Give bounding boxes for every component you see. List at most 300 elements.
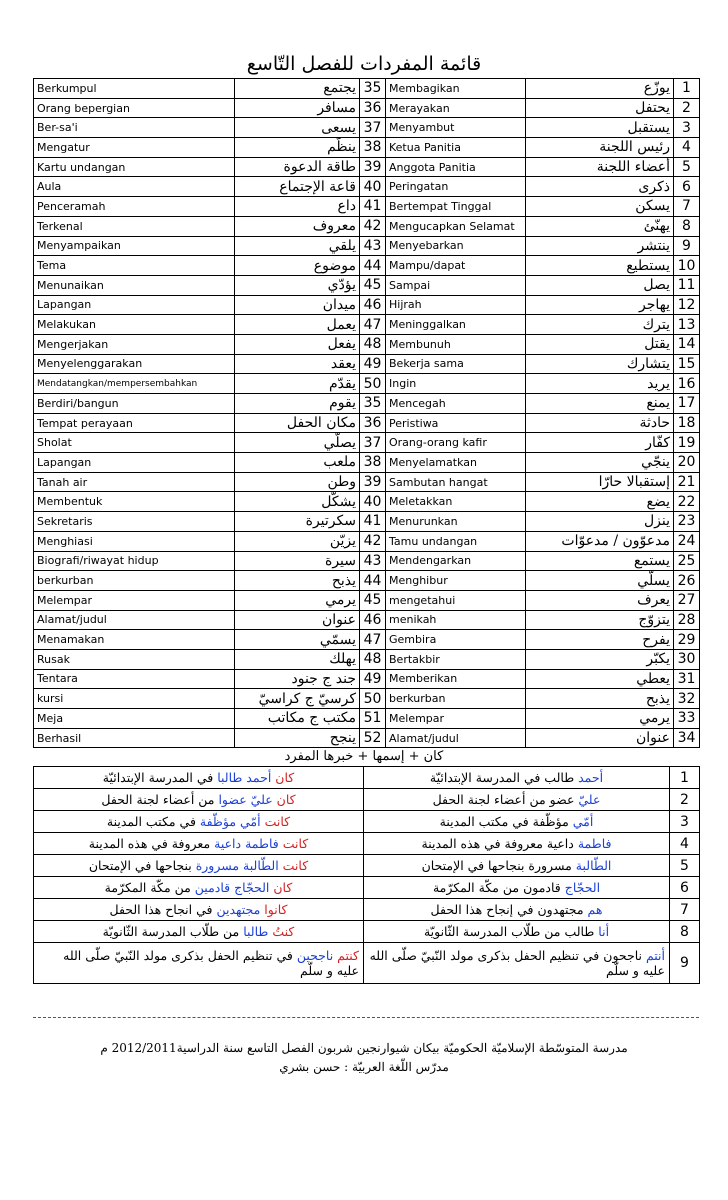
vocab-number-right: 44: [360, 571, 386, 591]
vocab-row: [34, 551, 700, 571]
vocab-meaning-left: Bekerja sama: [386, 354, 526, 374]
vocab-arabic-right: يعقد: [235, 354, 360, 374]
kana-subject-predicate: عليّ عضوا: [218, 792, 277, 807]
vocab-number-right: 46: [360, 610, 386, 630]
vocab-arabic-right: سكرتيرة: [235, 512, 360, 532]
sentence-number: 8: [670, 921, 700, 943]
vocab-meaning-right: Berdiri/bangun: [34, 394, 235, 414]
vocab-arabic-right: يصلّي: [235, 433, 360, 453]
vocab-meaning-right: Berkumpul: [34, 79, 235, 99]
vocab-number-left: 28: [674, 610, 700, 630]
kana-sentence-rest: من مكّة المكرّمة: [104, 880, 195, 895]
vocab-meaning-right: berkurban: [34, 571, 235, 591]
vocab-arabic-right: يفعل: [235, 334, 360, 354]
vocab-meaning-right: Menyampaikan: [34, 236, 235, 256]
vocab-meaning-left: Bertakbir: [386, 649, 526, 669]
vocab-number-left: 22: [674, 492, 700, 512]
vocab-number-right: 47: [360, 630, 386, 650]
vocab-meaning-right: Meja: [34, 709, 235, 729]
sentence-number: 6: [670, 877, 700, 899]
vocab-meaning-right: Terkenal: [34, 216, 235, 236]
vocab-number-right: 40: [360, 492, 386, 512]
vocab-number-right: 50: [360, 374, 386, 394]
sentence-row: [34, 811, 700, 833]
kana-word: كان: [276, 792, 296, 807]
vocab-arabic-left: يهنّئ: [526, 216, 674, 236]
vocab-arabic-left: يذبح: [526, 689, 674, 709]
vocab-number-left: 12: [674, 295, 700, 315]
vocab-meaning-left: Mencegah: [386, 394, 526, 414]
vocab-number-left: 14: [674, 334, 700, 354]
vocab-meaning-left: Menyelamatkan: [386, 453, 526, 473]
kana-sentence: [34, 921, 364, 943]
vocab-row: [34, 157, 700, 177]
vocab-number-right: 42: [360, 216, 386, 236]
vocab-meaning-right: Alamat/judul: [34, 610, 235, 630]
vocab-number-right: 45: [360, 275, 386, 295]
vocab-row: [34, 79, 700, 99]
vocab-arabic-right: يلقي: [235, 236, 360, 256]
vocab-arabic-left: يعرف: [526, 590, 674, 610]
vocab-number-left: 4: [674, 138, 700, 158]
vocab-arabic-right: ينظّم: [235, 138, 360, 158]
vocab-arabic-right: يسمّي: [235, 630, 360, 650]
vocab-row: [34, 571, 700, 591]
vocab-arabic-left: عنوان: [526, 728, 674, 748]
vocab-meaning-left: Peringatan: [386, 177, 526, 197]
vocab-number-right: 52: [360, 728, 386, 748]
vocab-meaning-right: Rusak: [34, 649, 235, 669]
vocab-row: [34, 590, 700, 610]
vocab-number-right: 50: [360, 689, 386, 709]
vocab-arabic-left: يستقبل: [526, 118, 674, 138]
vocab-row: [34, 256, 700, 276]
sentence-predicate: مسرورة بنجاحها في الإمتحان: [421, 858, 576, 873]
vocab-meaning-left: Hijrah: [386, 295, 526, 315]
vocab-number-right: 40: [360, 177, 386, 197]
vocab-arabic-left: أعضاء اللجنة: [526, 157, 674, 177]
vocab-arabic-left: حادثة: [526, 413, 674, 433]
vocab-meaning-right: Menamakan: [34, 630, 235, 650]
nominal-sentence: [364, 811, 670, 833]
vocab-arabic-right: يقدّم: [235, 374, 360, 394]
school-name: مدرسة المتوسّطة الإسلاميّة الحكوميّة بيكان شيوارنجين شربون الفصل التاسع سنة الدراسية2012/2011 م: [100, 1041, 628, 1055]
nominal-sentence: [364, 921, 670, 943]
vocab-meaning-left: Menyambut: [386, 118, 526, 138]
vocab-arabic-left: يعطي: [526, 669, 674, 689]
vocab-number-right: 36: [360, 413, 386, 433]
vocab-number-left: 3: [674, 118, 700, 138]
vocab-arabic-right: يعمل: [235, 315, 360, 335]
kana-sentence-rest: من أعضاء لجنة الحفل: [101, 792, 219, 807]
sentence-number: 2: [670, 789, 700, 811]
vocab-meaning-right: Orang bepergian: [34, 98, 235, 118]
vocab-meaning-left: Gembira: [386, 630, 526, 650]
vocab-meaning-left: Menghibur: [386, 571, 526, 591]
vocab-arabic-left: يسكن: [526, 197, 674, 217]
vocab-number-right: 48: [360, 334, 386, 354]
vocab-arabic-right: يزيّن: [235, 531, 360, 551]
sentence-subject: الحجّاج: [564, 880, 601, 895]
sentences-table: [33, 766, 700, 984]
sentence-subject: هم: [587, 902, 603, 917]
vocab-arabic-right: يرمي: [235, 590, 360, 610]
vocab-number-right: 42: [360, 531, 386, 551]
kana-subject-predicate: طالبا: [243, 924, 273, 939]
vocab-number-left: 27: [674, 590, 700, 610]
sentence-predicate: مجتهدون في إنجاح هذا الحفل: [430, 902, 588, 917]
vocab-number-left: 11: [674, 275, 700, 295]
sentence-number: 7: [670, 899, 700, 921]
nominal-sentence: [364, 833, 670, 855]
vocab-arabic-left: يريد: [526, 374, 674, 394]
teacher-name: مدرّس اللّغة العربيّة : حسن بشري: [279, 1060, 449, 1074]
vocab-arabic-left: يسلّي: [526, 571, 674, 591]
sentence-predicate: طالب في المدرسة الإبتدائيّة: [429, 770, 579, 785]
vocab-arabic-right: وطن: [235, 472, 360, 492]
vocab-meaning-right: Tema: [34, 256, 235, 276]
vocab-number-right: 35: [360, 79, 386, 99]
vocab-arabic-right: مسافر: [235, 98, 360, 118]
sentence-predicate: طالب من طلّاب المدرسة الثّانويّة: [423, 924, 599, 939]
vocab-meaning-left: Ketua Panitia: [386, 138, 526, 158]
vocab-row: [34, 216, 700, 236]
kana-sentence-rest: من طلّاب المدرسة الثّانويّة: [102, 924, 244, 939]
vocab-arabic-right: يسعى: [235, 118, 360, 138]
kana-sentence: [34, 899, 364, 921]
sentences-table-body: [34, 767, 700, 984]
vocab-meaning-right: Aula: [34, 177, 235, 197]
vocab-row: [34, 374, 700, 394]
vocab-number-right: 37: [360, 118, 386, 138]
vocab-arabic-right: مكان الحفل: [235, 413, 360, 433]
vocab-meaning-right: Sekretaris: [34, 512, 235, 532]
vocab-row: [34, 334, 700, 354]
vocab-number-left: 24: [674, 531, 700, 551]
kana-subject-predicate: الطّالبة مسرورة: [195, 858, 283, 873]
vocab-arabic-right: طاقة الدعوة: [235, 157, 360, 177]
vocab-meaning-right: kursi: [34, 689, 235, 709]
vocab-number-right: 44: [360, 256, 386, 276]
grammar-subtitle: كان + إسمها + خبرها المفرد: [284, 749, 444, 764]
vocab-row: [34, 709, 700, 729]
vocab-meaning-right: Biografi/riwayat hidup: [34, 551, 235, 571]
vocab-arabic-left: ذكرى: [526, 177, 674, 197]
vocab-arabic-left: يكبّر: [526, 649, 674, 669]
vocab-meaning-right: Menyelenggarakan: [34, 354, 235, 374]
vocab-meaning-left: Bertempat Tinggal: [386, 197, 526, 217]
kana-subject-predicate: أحمد طالبا: [217, 770, 276, 785]
vocab-arabic-right: عنوان: [235, 610, 360, 630]
sentence-number: 5: [670, 855, 700, 877]
sentence-number: 9: [670, 943, 700, 984]
vocab-meaning-left: Membunuh: [386, 334, 526, 354]
vocab-number-left: 21: [674, 472, 700, 492]
nominal-sentence: [364, 899, 670, 921]
sentence-row: [34, 789, 700, 811]
vocab-arabic-right: يشكّل: [235, 492, 360, 512]
vocab-meaning-left: Mendengarkan: [386, 551, 526, 571]
vocab-arabic-left: يصل: [526, 275, 674, 295]
vocab-meaning-right: Membentuk: [34, 492, 235, 512]
vocab-number-left: 1: [674, 79, 700, 99]
vocab-number-left: 31: [674, 669, 700, 689]
vocab-meaning-left: Peristiwa: [386, 413, 526, 433]
sentence-subject: أمّي: [572, 814, 594, 829]
vocab-number-right: 47: [360, 315, 386, 335]
sentence-subject: فاطمة: [577, 836, 612, 851]
vocab-meaning-left: Menurunkan: [386, 512, 526, 532]
vocab-meaning-left: Anggota Panitia: [386, 157, 526, 177]
nominal-sentence: [364, 767, 670, 789]
kana-word: كانت: [264, 814, 291, 829]
vocab-arabic-left: يضع: [526, 492, 674, 512]
vocab-arabic-left: يمنع: [526, 394, 674, 414]
vocab-number-right: 43: [360, 551, 386, 571]
kana-sentence-rest: بنجاحها في الإمتحان: [88, 858, 196, 873]
vocab-arabic-right: ينجح: [235, 728, 360, 748]
vocab-row: [34, 472, 700, 492]
vocab-meaning-right: Ber-sa'i: [34, 118, 235, 138]
vocab-meaning-right: Mengerjakan: [34, 334, 235, 354]
vocab-arabic-left: مدعوّون / مدعوّات: [526, 531, 674, 551]
nominal-sentence: [364, 789, 670, 811]
vocab-number-left: 15: [674, 354, 700, 374]
vocab-row: [34, 138, 700, 158]
vocab-arabic-right: يؤدّي: [235, 275, 360, 295]
vocab-number-left: 30: [674, 649, 700, 669]
vocab-arabic-right: معروف: [235, 216, 360, 236]
footer-divider: [33, 1017, 699, 1018]
vocab-meaning-right: Tentara: [34, 669, 235, 689]
vocab-arabic-right: سيرة: [235, 551, 360, 571]
vocab-meaning-left: Tamu undangan: [386, 531, 526, 551]
vocab-meaning-left: Memberikan: [386, 669, 526, 689]
kana-sentence-rest: في المدرسة الإبتدائيّة: [102, 770, 218, 785]
vocab-meaning-right: Berhasil: [34, 728, 235, 748]
vocab-arabic-left: يستمع: [526, 551, 674, 571]
kana-sentence: [34, 767, 364, 789]
vocab-number-right: 43: [360, 236, 386, 256]
vocab-number-right: 38: [360, 138, 386, 158]
vocab-number-right: 39: [360, 157, 386, 177]
vocab-arabic-left: يوزّع: [526, 79, 674, 99]
vocab-meaning-left: menikah: [386, 610, 526, 630]
vocab-meaning-right: Menghiasi: [34, 531, 235, 551]
vocab-number-right: 41: [360, 512, 386, 532]
sentence-subject: الطّالبة: [575, 858, 612, 873]
vocab-meaning-right: Lapangan: [34, 453, 235, 473]
vocab-row: [34, 354, 700, 374]
vocab-meaning-left: Mampu/dapat: [386, 256, 526, 276]
vocab-number-right: 49: [360, 354, 386, 374]
vocab-row: [34, 394, 700, 414]
vocab-row: [34, 531, 700, 551]
kana-sentence-rest: في انجاح هذا الحفل: [109, 902, 217, 917]
vocab-number-right: 41: [360, 197, 386, 217]
vocab-meaning-left: Mengucapkan Selamat: [386, 216, 526, 236]
vocab-row: [34, 98, 700, 118]
vocab-meaning-right: Melakukan: [34, 315, 235, 335]
sentence-number: 1: [670, 767, 700, 789]
vocab-arabic-left: ينجّي: [526, 453, 674, 473]
kana-word: كنتم: [337, 948, 359, 963]
vocab-arabic-right: كرسيّ ج كراسيّ: [235, 689, 360, 709]
vocab-number-left: 17: [674, 394, 700, 414]
vocab-row: [34, 413, 700, 433]
vocab-row: [34, 689, 700, 709]
vocab-row: [34, 295, 700, 315]
kana-sentence: [34, 943, 364, 984]
vocab-arabic-left: يقتل: [526, 334, 674, 354]
kana-sentence: [34, 855, 364, 877]
vocab-meaning-right: Mengatur: [34, 138, 235, 158]
vocab-number-left: 13: [674, 315, 700, 335]
vocab-row: [34, 275, 700, 295]
sentence-row: [34, 855, 700, 877]
kana-word: كانوا: [264, 902, 288, 917]
vocab-meaning-left: Sampai: [386, 275, 526, 295]
page-title: قائمة المفردات للفصل التّاسع: [246, 53, 482, 75]
vocab-meaning-right: Sholat: [34, 433, 235, 453]
kana-sentence: [34, 789, 364, 811]
vocab-row: [34, 512, 700, 532]
vocab-arabic-right: موضوع: [235, 256, 360, 276]
vocab-arabic-right: داع: [235, 197, 360, 217]
vocab-arabic-left: يتشارك: [526, 354, 674, 374]
vocab-meaning-left: Menyebarkan: [386, 236, 526, 256]
vocab-row: [34, 492, 700, 512]
vocab-row: [34, 453, 700, 473]
sentence-subject: أنتم: [645, 948, 665, 963]
vocab-number-right: 45: [360, 590, 386, 610]
vocab-arabic-left: يهاجر: [526, 295, 674, 315]
vocab-arabic-left: يحتفل: [526, 98, 674, 118]
vocab-meaning-left: Membagikan: [386, 79, 526, 99]
kana-sentence-rest: في مكتب المدينة: [106, 814, 200, 829]
kana-word: كنتُ: [272, 924, 295, 939]
kana-word: كانت: [282, 836, 309, 851]
vocab-row: [34, 118, 700, 138]
vocab-number-left: 32: [674, 689, 700, 709]
vocab-number-left: 2: [674, 98, 700, 118]
kana-word: كان: [275, 770, 295, 785]
sentence-subject: أنا: [598, 924, 610, 939]
vocab-number-left: 29: [674, 630, 700, 650]
vocab-arabic-right: ملعب: [235, 453, 360, 473]
vocab-arabic-right: يهلك: [235, 649, 360, 669]
vocab-number-right: 36: [360, 98, 386, 118]
sentence-number: 4: [670, 833, 700, 855]
vocab-meaning-right: Menunaikan: [34, 275, 235, 295]
vocab-number-left: 16: [674, 374, 700, 394]
vocab-meaning-left: Ingin: [386, 374, 526, 394]
vocab-number-left: 25: [674, 551, 700, 571]
vocab-number-left: 8: [674, 216, 700, 236]
nominal-sentence: [364, 943, 670, 984]
vocab-number-left: 6: [674, 177, 700, 197]
kana-subject-predicate: ناجحين: [296, 948, 338, 963]
sentence-row: [34, 877, 700, 899]
kana-word: كانت: [282, 858, 309, 873]
vocab-number-left: 33: [674, 709, 700, 729]
vocab-meaning-left: mengetahui: [386, 590, 526, 610]
vocab-arabic-left: يفرح: [526, 630, 674, 650]
sentence-predicate: ناجحون في تنظيم الحفل بذكرى مولد النّبيّ صلّى الله عليه و سلّم: [369, 948, 665, 978]
vocab-arabic-right: ميدان: [235, 295, 360, 315]
nominal-sentence: [364, 877, 670, 899]
kana-subject-predicate: فاطمة داعية: [214, 836, 283, 851]
vocab-arabic-left: كفّار: [526, 433, 674, 453]
vocabulary-table: [33, 78, 700, 748]
nominal-sentence: [364, 855, 670, 877]
vocab-arabic-left: إستقبالا حارّا: [526, 472, 674, 492]
vocab-row: [34, 177, 700, 197]
vocab-number-left: 10: [674, 256, 700, 276]
kana-sentence: [34, 811, 364, 833]
vocab-number-right: 49: [360, 669, 386, 689]
vocab-row: [34, 728, 700, 748]
vocab-row: [34, 315, 700, 335]
vocab-arabic-right: يذبح: [235, 571, 360, 591]
vocab-arabic-left: يتزوّج: [526, 610, 674, 630]
vocab-arabic-right: جند ج جنود: [235, 669, 360, 689]
vocab-row: [34, 669, 700, 689]
vocab-arabic-left: ينتشر: [526, 236, 674, 256]
vocab-number-right: 48: [360, 649, 386, 669]
sentence-row: [34, 921, 700, 943]
vocab-meaning-left: Alamat/judul: [386, 728, 526, 748]
sentence-subject: عليّ: [578, 792, 601, 807]
kana-subject-predicate: الحجّاج قادمين: [194, 880, 274, 895]
vocab-row: [34, 610, 700, 630]
vocab-number-left: 9: [674, 236, 700, 256]
vocab-number-left: 5: [674, 157, 700, 177]
vocab-arabic-left: يترك: [526, 315, 674, 335]
vocab-meaning-left: Melempar: [386, 709, 526, 729]
vocab-meaning-right: Kartu undangan: [34, 157, 235, 177]
vocab-meaning-left: berkurban: [386, 689, 526, 709]
vocab-arabic-right: مكتب ج مكاتب: [235, 709, 360, 729]
vocab-number-left: 18: [674, 413, 700, 433]
vocab-row: [34, 197, 700, 217]
vocab-number-left: 20: [674, 453, 700, 473]
vocab-number-left: 34: [674, 728, 700, 748]
vocab-number-right: 37: [360, 433, 386, 453]
sentence-number: 3: [670, 811, 700, 833]
vocab-row: [34, 433, 700, 453]
sentence-subject: أحمد: [578, 770, 604, 785]
sentence-predicate: قادمون من مكّة المكرّمة: [432, 880, 565, 895]
vocab-number-right: 39: [360, 472, 386, 492]
vocab-meaning-right: Lapangan: [34, 295, 235, 315]
vocab-meaning-right: Mendatangkan/mempersembahkan: [34, 374, 235, 394]
vocab-meaning-left: Merayakan: [386, 98, 526, 118]
vocab-arabic-left: رئيس اللجنة: [526, 138, 674, 158]
sentence-row: [34, 767, 700, 789]
kana-sentence-rest: في تنظيم الحفل بذكرى مولد النّبيّ صلّى الله عليه و سلّم: [63, 948, 359, 978]
vocab-number-left: 23: [674, 512, 700, 532]
vocab-row: [34, 236, 700, 256]
vocab-row: [34, 649, 700, 669]
vocab-arabic-right: قاعة الإجتماع: [235, 177, 360, 197]
vocab-arabic-left: يرمي: [526, 709, 674, 729]
sentence-row: [34, 899, 700, 921]
vocab-number-right: 46: [360, 295, 386, 315]
vocab-number-right: 51: [360, 709, 386, 729]
vocab-meaning-left: Orang-orang kafir: [386, 433, 526, 453]
vocab-number-left: 7: [674, 197, 700, 217]
